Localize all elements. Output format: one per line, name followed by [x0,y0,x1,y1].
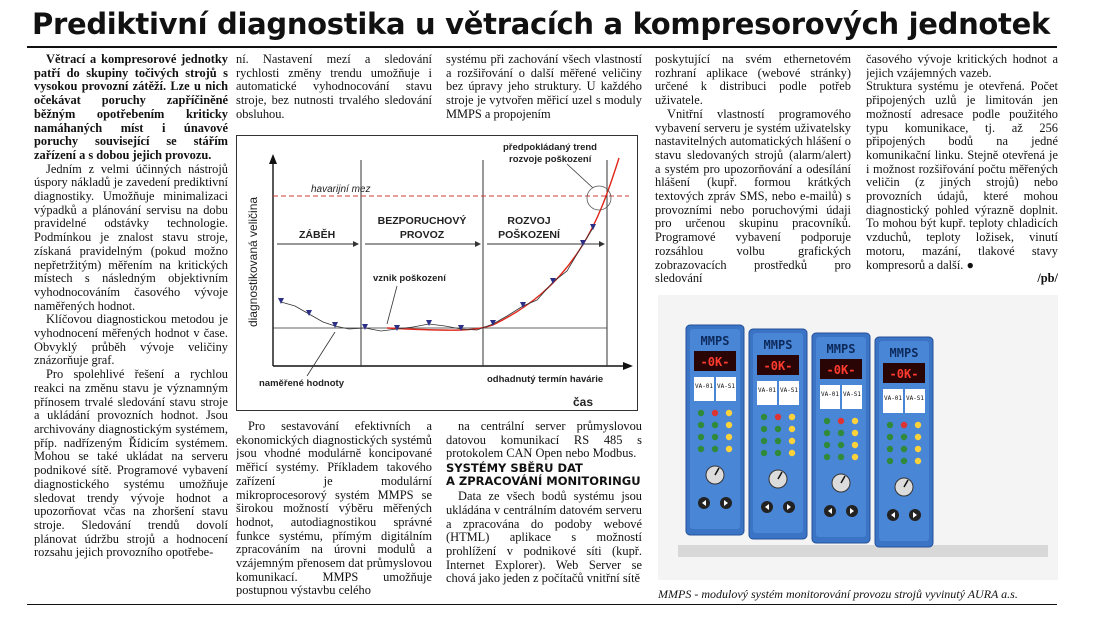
module-display-text: -0K- [889,367,919,381]
status-led [712,446,718,452]
module-logo: MMPS [826,342,856,356]
status-led [698,422,704,428]
status-led [761,426,767,432]
paragraph: Klíčovou diagnostickou metodou je vyhodnocení měřených hodnot v čase. Obvyklý průběh vývoje veličiny znázorňuje graf. [34,312,228,368]
module-display-text: -0K- [700,355,730,369]
status-led [838,430,844,436]
phase-label: ROZVOJ [507,215,551,227]
section-heading: A ZPRACOVÁNÍ MONITORINGU [446,474,641,489]
mmps-module [686,325,744,535]
author-signature: /pb/ [1037,271,1058,286]
status-led [887,458,893,464]
mmps-module [812,333,870,543]
channel-label-text: VA-S1 [905,395,925,402]
status-led [712,410,718,416]
status-led [789,414,795,420]
status-led [824,442,830,448]
column-3-top [446,53,642,133]
status-led [838,454,844,460]
status-led [824,418,830,424]
failure-term-label: odhadnutý termín havárie [487,374,604,385]
measured-values-label: naměřené hodnoty [259,378,344,389]
status-led [775,426,781,432]
arrowhead [475,241,481,247]
paragraph: na centrální server průmyslovou datovou komunikací RS 485 s protokolem CAN Open nebo Modbus. [446,420,642,461]
channel-label-text: VA-01 [694,383,714,390]
status-led [761,450,767,456]
status-led [824,454,830,460]
status-led [761,414,767,420]
status-led [887,446,893,452]
leader-line [307,332,335,376]
status-led [852,442,858,448]
title-rule [27,46,1057,48]
measured-point [580,240,586,246]
status-led [789,438,795,444]
status-led [761,438,767,444]
channel-label-text: VA-S1 [779,387,799,394]
module-logo: MMPS [700,334,730,348]
status-led [726,422,732,428]
module-logo: MMPS [889,346,919,360]
status-led [915,434,921,440]
status-led [852,430,858,436]
column-2-bottom [236,420,432,604]
article-title: Prediktivní diagnostika u větracích a kompresorových jednotek [32,7,1050,41]
status-led [838,442,844,448]
trend-diagram-svg [237,136,637,410]
channel-label-text: VA-01 [820,391,840,398]
paragraph: Struktura systému je otevřená. Počet připojených uzlů je limitován jen možností adresace podle použitého typu komunikace, tj. až 256 připojených bodů na jedné komunikační linku. Stejně otevřená je i možnost rozšiřování počtu měřených veličin (z jiných strojů) nebo provozních údajů, které mohou diagnostický pohled výrazně doplnit. To mohou být kupř. teploty chladicích vzduchů, teploty ložisek, vinutí motoru, mazání, tlakové stavy kompresorů a další. ● [866,79,1058,272]
status-led [887,422,893,428]
status-led [901,446,907,452]
paragraph: Pro spolehlivé řešení a rychlou reakci na změnu stavu je významným přínosem trvalé sledování stavu stroje a ukládání provozních hodnot. Jsou archivovány diagnostickým systémem, příp. nadřízeným Řídicím systémem. Mohou se také ukládat na serveru podnikové sítě. Programové vybavení diagnostického systému umožňuje sledovat trendy vývoje hodnot a upozorňovat včas na zhoršení stavu stroje. Sledování trendů dovolí plánovat údržbu strojů a hodnocení rozsahu jejich provozního opotřebe- [34,367,228,560]
section-heading: SYSTÉMY SBĚRU DAT [446,461,583,476]
damage-onset-label: vznik poškození [373,273,446,284]
predicted-trend-label: předpokládaný trend [503,142,597,153]
status-led [726,446,732,452]
module-logo: MMPS [763,338,793,352]
paragraph: Jedním z velmi účinných nástrojů úspory nákladů je zavedení prediktivní diagnostiky. Umožňuje minimalizaci výpadků a plánování servisu na dobu pravidelné odstávky technologie. Podmínkou je znalost stavu stroje, získaná pravidelným (pokud možno nepřetržitým) měřením na kritických místech s následným objektivním vyhodnocováním časového vývoje naměřených hodnot. [34,161,228,313]
x-axis-label: čas [573,395,594,409]
din-rail [678,545,1048,557]
channel-label-text: VA-01 [757,387,777,394]
status-led [712,422,718,428]
status-led [852,454,858,460]
module-display-text: -0K- [826,363,856,377]
paragraph: poskytující na svém ethernetovém rozhraní aplikace (webové stránky) určené k distribuci podle potřeb uživatele. [655,53,851,108]
status-led [887,434,893,440]
column-4 [655,53,851,291]
status-led [726,410,732,416]
measured-point [426,320,432,326]
x-axis-arrow [623,362,633,370]
phase-label: PROVOZ [399,229,445,241]
paragraph: Pro sestavování efektivních a ekonomických diagnostických systémů jsou vhodné modulárně koncipované měřicí systémy. Příkladem takového zařízení je modulární mikroprocesorový systém MMPS se širokou možností výběru měřených hodnot, autodiagnostikou správné funkce systému, přímým digitálním zpracováním na úrovni modulů a vzájemným přenosem dat průmyslovou komunikací. MMPS umožňuje postupnou výstavbu celého [236,420,432,598]
phase-label: BEZPORUCHOVÝ [377,215,467,227]
photo-caption: MMPS - modulový systém monitorování provozu strojů vyvinutý AURA a.s. [658,587,1018,601]
status-led [915,458,921,464]
channel-label-text: VA-01 [883,395,903,402]
status-led [789,450,795,456]
status-led [698,434,704,440]
channel-label-text: VA-S1 [842,391,862,398]
column-5 [866,53,1058,291]
status-led [824,430,830,436]
y-axis-label: diagnostikovaná veličina [246,196,260,328]
leader-line [387,286,397,324]
product-photo [658,295,1058,580]
paragraph: Data ze všech bodů systému jsou ukládána v centrálním datovém serveru a zpracována do podoby webové (HTML) aplikace s možností prohlížení v podnikové síti (kupř. Internet Explorer). Web Server se chová jako jeden z počítačů vnitřní sítě [446,489,642,586]
column-2-top [236,53,432,133]
status-led [775,450,781,456]
column-1 [34,53,228,603]
status-led [915,422,921,428]
arrowhead [353,241,359,247]
mmps-module [875,337,933,547]
lead-paragraph: Větrací a kompresorové jednotky patří do skupiny točivých strojů s vysokou provozní zátěží. Lze u nich očekávat poruchy zapříčiněné běžným opotřebením kriticky namáhaných míst i únavové poruchy související se stářím zařízení a s dobou jejich provozu. [34,53,228,162]
status-led [915,446,921,452]
paragraph: systému při zachování všech vlastností a rozšiřování o další měřené veličiny bez úpravy jeho struktury. U každého stroje je vytvořen měřicí uzel s moduly MMPS a propojením [446,53,642,121]
status-led [712,434,718,440]
leader-line [567,164,593,188]
status-led [789,426,795,432]
measured-point [278,298,284,304]
status-led [698,410,704,416]
column-3-bottom [446,420,642,604]
status-led [901,458,907,464]
phase-label: ZÁBĚH [299,229,336,241]
status-led [901,422,907,428]
status-led [901,434,907,440]
bottom-rule [27,604,1057,605]
measured-point [362,324,368,330]
arrowhead [599,241,605,247]
channel-label-text: VA-S1 [716,383,736,390]
status-led [775,414,781,420]
y-axis-arrow [269,154,277,164]
paragraph: ní. Nastavení mezí a sledování rychlosti změny trendu umožňuje i automatické vyhodnocování stavu stroje, bez nutnosti trvalého sledování obsluhou. [236,53,432,121]
status-led [838,418,844,424]
predicted-trend-label: rozvoje poškození [509,154,592,165]
paragraph: časového vývoje kritických hodnot a jejich vzájemných vazeb. [866,53,1058,80]
trend-diagram [236,135,638,411]
status-led [852,418,858,424]
paragraph: Vnitřní vlastností programového vybavení serveru je systém uživatelsky nastavitelných automatických hlášení o stavu sledovaných strojů (alarm/alert) a systém pro upozorňování a odesílání hlášení (kupř. formou krátkých textových zpráv SMS, nebo e-mailů) s provozními nebo poruchovými údaji pro určenou skupinu pracovníků. Programové vybavení podporuje rozsáhlou volbu grafických zobrazovacích prostředků pro sledování [655,106,851,286]
mmps-module [749,329,807,539]
product-photo-svg [658,295,1058,580]
phase-label: POŠKOZENÍ [498,229,560,241]
status-led [726,434,732,440]
status-led [698,446,704,452]
status-led [775,438,781,444]
module-display-text: -0K- [763,359,793,373]
limit-label: havarijní mez [311,184,371,195]
